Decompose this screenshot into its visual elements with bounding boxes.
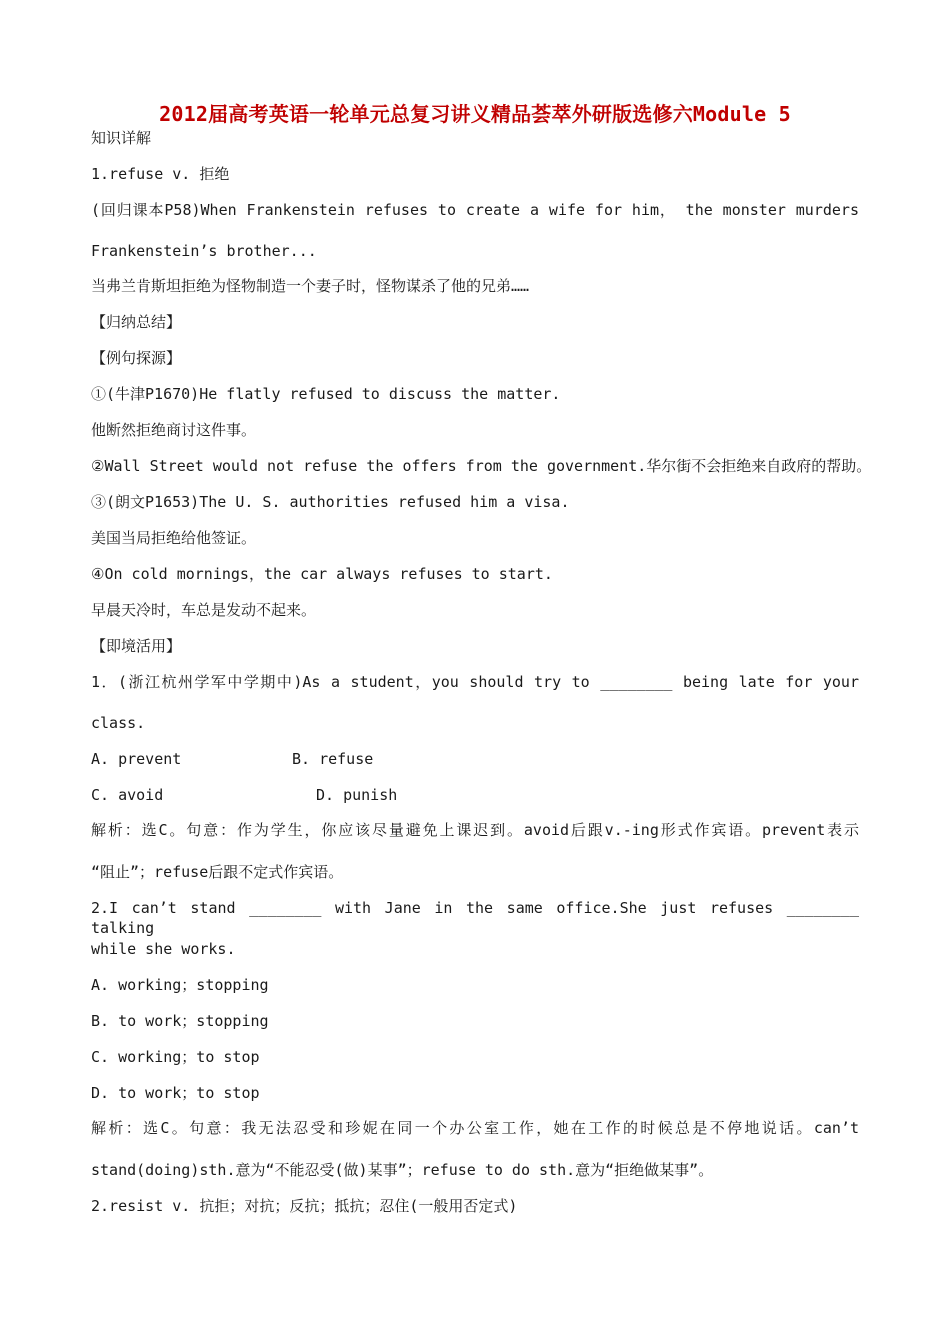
text-line: 当弗兰肯斯坦拒绝为怪物制造一个妻子时，怪物谋杀了他的兄弟…… [91, 277, 530, 295]
answer-explanation-cont: “阻止”；refuse后跟不定式作宾语。 [91, 863, 344, 881]
text-line: (回归课本P58)When Frankenstein refuses to create a wife for him， the monster murders [91, 201, 859, 219]
option-a: A. working；stopping [91, 976, 269, 994]
example-sentence: ③(朗文P1653)The U. S. authorities refused him a visa. [91, 493, 570, 511]
example-sentence: ①(牛津P1670)He flatly refused to discuss the matter. [91, 385, 561, 403]
example-translation: 早晨天冷时，车总是发动不起来。 [91, 601, 317, 619]
text-line: Frankenstein’s brother... [91, 242, 317, 260]
option-c: C. working；to stop [91, 1048, 260, 1066]
question-2-stem-cont: while she works. [91, 940, 236, 958]
entry-heading-refuse: 1.refuse v. 拒绝 [91, 165, 230, 183]
question-1-stem-cont: class. [91, 714, 146, 732]
option-d: D. punish [316, 786, 398, 804]
question-2-stem: 2.I can’t stand ________ with Jane in the same office.She just refuses ________ talking [91, 899, 859, 937]
subheading: 【例句探源】 [91, 349, 182, 367]
option-a: A. prevent [91, 750, 182, 768]
example-translation: 美国当局拒绝给他签证。 [91, 529, 257, 547]
example-sentence: ④On cold mornings，the car always refuses to start. [91, 565, 553, 583]
option-c: C. avoid [91, 786, 164, 804]
answer-explanation: 解析：选C。句意：我无法忍受和珍妮在同一个办公室工作，她在工作的时候总是不停地说话。can’t [91, 1119, 859, 1137]
subheading: 【即境活用】 [91, 637, 182, 655]
answer-explanation: 解析：选C。句意：作为学生，你应该尽量避免上课迟到。avoid后跟v.-ing形式作宾语。prevent表示 [91, 821, 859, 839]
option-b: B. to work；stopping [91, 1012, 269, 1030]
question-1-stem: 1．(浙江杭州学军中学期中)As a student，you should try to ________ being late for your [91, 673, 859, 691]
option-b: B. refuse [292, 750, 374, 768]
example-translation: 他断然拒绝商讨这件事。 [91, 421, 257, 439]
answer-explanation-cont: stand(doing)sth.意为“不能忍受(做)某事”；refuse to do sth.意为“拒绝做某事”。 [91, 1161, 714, 1179]
option-d: D. to work；to stop [91, 1084, 260, 1102]
document-title: 2012届高考英语一轮单元总复习讲义精品荟萃外研版选修六Module 5 [159, 102, 791, 126]
subheading: 【归纳总结】 [91, 313, 182, 331]
entry-heading-resist: 2.resist v. 抗拒；对抗；反抗；抵抗；忍住(一般用否定式) [91, 1197, 518, 1215]
section-heading: 知识详解 [91, 129, 152, 147]
example-sentence: ②Wall Street would not refuse the offers from the government.华尔街不会拒绝来自政府的帮助。 [91, 457, 872, 475]
